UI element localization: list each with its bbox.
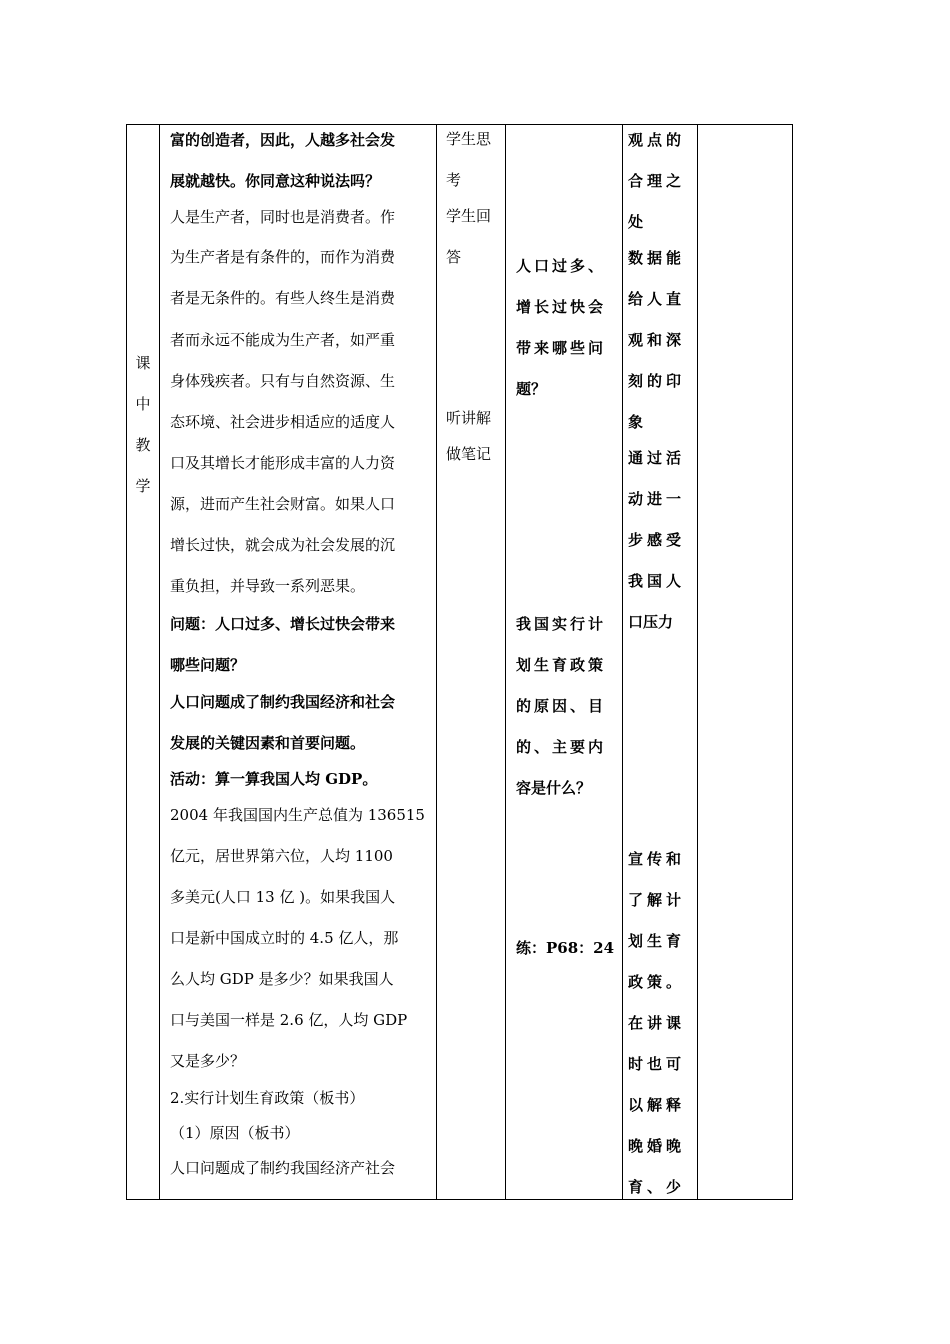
question-line: 的原因、目 — [516, 697, 607, 715]
intent-line: 观点的 — [628, 131, 686, 149]
stage-char: 教 — [135, 436, 151, 454]
intent-line: 合理之 — [628, 172, 686, 190]
content-cell — [160, 125, 437, 1200]
content-line: 2.实行计划生育政策（板书） — [170, 1089, 365, 1107]
stage-label — [127, 343, 159, 507]
intent-line: 口压力 — [628, 613, 674, 631]
content-line: 展就越快。你同意这种说法吗？ — [170, 172, 381, 190]
content-line: 又是多少？ — [170, 1052, 246, 1070]
content-line: 为生产者是有条件的，而作为消费 — [170, 248, 396, 266]
question-line: 容是什么？ — [516, 779, 592, 797]
stage-char: 中 — [135, 395, 151, 413]
intent-line: 了解计 — [628, 891, 686, 909]
intent-line: 育、少 — [628, 1178, 686, 1196]
content-line: 重负担，并导致一系列恶果。 — [170, 577, 366, 595]
intent-line: 通过活 — [628, 449, 686, 467]
notes-cell — [698, 125, 793, 1200]
intent-line: 宣传和 — [628, 850, 686, 868]
intent-line: 划生育 — [628, 932, 686, 950]
question-line: 我国实行计 — [516, 615, 607, 633]
intent-line: 给人直 — [628, 290, 686, 308]
content-line: 口与美国一样是 2.6 亿，人均 GDP — [170, 1011, 408, 1029]
question-line: 题？ — [516, 380, 547, 398]
content-line: 口是新中国成立时的 4.5 亿人，那 — [170, 929, 399, 947]
intent-line: 观和深 — [628, 331, 686, 349]
question-cell — [506, 125, 623, 1200]
content-line: 富的创造者，因此，人越多社会发 — [170, 131, 396, 149]
content-line: 态环境、社会进步相适应的适度人 — [170, 413, 396, 431]
content-line: 增长过快，就会成为社会发展的沉 — [170, 536, 396, 554]
content-line: 问题：人口过多、增长过快会带来 — [170, 615, 396, 633]
stage-char: 课 — [135, 354, 151, 372]
question-line: 的、主要内 — [516, 738, 607, 756]
content-line: 者而永远不能成为生产者，如严重 — [170, 331, 396, 349]
student-line: 答 — [446, 248, 462, 266]
content-line: 人口问题成了制约我国经济产社会 — [170, 1159, 396, 1177]
content-line: 身体残疾者。只有与自然资源、生 — [170, 372, 396, 390]
question-line: 练：P68：24 — [516, 939, 615, 957]
stage-char: 学 — [135, 477, 151, 495]
intent-line: 刻的印 — [628, 372, 686, 390]
content-line: 人口问题成了制约我国经济和社会 — [170, 693, 396, 711]
intent-line: 晚婚晚 — [628, 1137, 686, 1155]
table-row — [127, 125, 793, 1200]
intent-line: 政策。 — [628, 973, 686, 991]
content-line: 么人均 GDP 是多少？如果我国人 — [170, 970, 394, 988]
content-line: 亿元，居世界第六位，人均 1100 — [170, 847, 393, 865]
student-line: 听讲解 — [446, 409, 492, 427]
content-line: 2004 年我国国内生产总值为 136515 — [170, 806, 425, 824]
content-line: 哪些问题？ — [170, 656, 246, 674]
student-line: 考 — [446, 171, 462, 189]
student-line: 做笔记 — [446, 445, 492, 463]
intent-line: 数据能 — [628, 249, 686, 267]
content-line: 多美元(人口 13 亿 )。如果我国人 — [170, 888, 396, 906]
student-line: 学生回 — [446, 207, 492, 225]
intent-line: 我国人 — [628, 572, 686, 590]
student-line: 学生思 — [446, 130, 492, 148]
intent-line: 处 — [628, 213, 644, 231]
intent-line: 时也可 — [628, 1055, 686, 1073]
content-line: 活动：算一算我国人均 GDP。 — [170, 770, 378, 788]
intent-line: 以解释 — [628, 1096, 686, 1114]
intent-line: 象 — [628, 413, 644, 431]
question-line: 增长过快会 — [516, 298, 607, 316]
content-line: （1）原因（板书） — [170, 1124, 300, 1142]
question-line: 划生育政策 — [516, 656, 607, 674]
lesson-plan-table — [126, 124, 793, 1200]
design-intent-cell — [623, 125, 698, 1200]
content-line: 者是无条件的。有些人终生是消费 — [170, 289, 396, 307]
intent-line: 动进一 — [628, 490, 686, 508]
intent-line: 在讲课 — [628, 1014, 686, 1032]
intent-line: 步感受 — [628, 531, 686, 549]
content-line: 发展的关键因素和首要问题。 — [170, 734, 366, 752]
content-line: 源，进而产生社会财富。如果人口 — [170, 495, 396, 513]
content-line: 口及其增长才能形成丰富的人力资 — [170, 454, 396, 472]
student-activity-cell — [437, 125, 506, 1200]
content-line: 人是生产者，同时也是消费者。作 — [170, 208, 396, 226]
question-line: 人口过多、 — [516, 257, 607, 275]
stage-cell — [127, 125, 160, 1200]
question-line: 带来哪些问 — [516, 339, 607, 357]
